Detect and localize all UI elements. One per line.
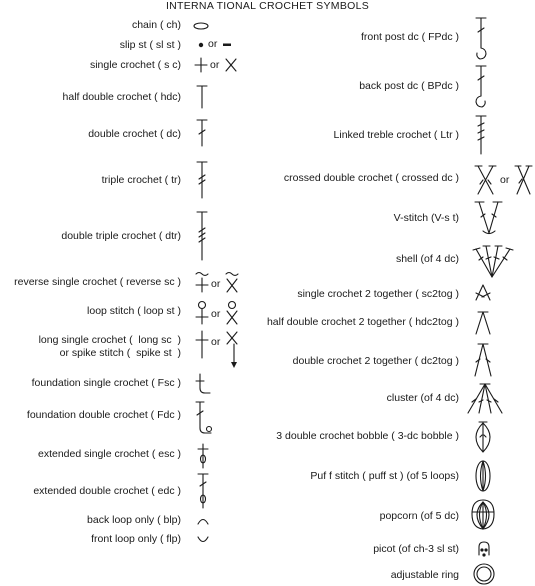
loop-stitch-plus-icon <box>194 300 210 326</box>
label-extended-dc: extended double crochet ( edc ) <box>33 485 181 497</box>
label-foundation-dc: foundation double crochet ( Fdc ) <box>26 409 181 421</box>
extended-dc-icon <box>196 472 210 510</box>
spike-stitch-arrow-icon <box>224 330 240 370</box>
or-text: or <box>211 308 221 320</box>
chain-symbol-icon <box>192 20 212 32</box>
label-chain: chain ( ch) <box>131 19 181 31</box>
reverse-sc-plus-icon <box>194 270 210 294</box>
adjustable-ring-icon <box>472 562 496 586</box>
or-text: or <box>208 38 218 50</box>
shell-icon <box>472 244 514 280</box>
label-linked-treble: Linked treble crochet ( Ltr ) <box>333 129 459 141</box>
slip-stitch-dot-icon <box>196 40 206 50</box>
page-title: INTERNA TIONAL CROCHET SYMBOLS <box>165 0 370 12</box>
loop-stitch-x-icon <box>224 300 240 326</box>
label-slip-stitch: slip st ( sl st ) <box>119 39 181 51</box>
v-stitch-icon <box>474 200 504 236</box>
label-cluster: cluster (of 4 dc) <box>386 392 459 404</box>
hdc-symbol-icon <box>196 84 208 110</box>
dtr-symbol-icon <box>196 210 208 262</box>
label-double-triple-crochet: double triple crochet ( dtr) <box>61 230 181 242</box>
foundation-dc-icon <box>196 400 214 436</box>
single-crochet-plus-icon <box>194 57 208 73</box>
label-sc2tog: single crochet 2 together ( sc2tog ) <box>297 288 459 300</box>
label-crossed-dc: crossed double crochet ( crossed dc ) <box>283 172 459 184</box>
label-dc2tog: double crochet 2 together ( dc2tog ) <box>292 355 459 367</box>
label-triple-crochet: triple crochet ( tr) <box>101 174 181 186</box>
label-back-loop-only: back loop only ( blp) <box>87 514 181 526</box>
sc2tog-icon <box>474 283 492 303</box>
foundation-sc-icon <box>196 372 212 396</box>
label-bobble: 3 double crochet bobble ( 3-dc bobble ) <box>276 430 459 442</box>
crossed-dc-alt-icon <box>514 164 534 196</box>
label-hdc2tog: half double crochet 2 together ( hdc2tog ) <box>266 316 459 328</box>
crossed-dc-icon <box>474 164 498 196</box>
label-adjustable-ring: adjustable ring <box>390 569 459 581</box>
long-sc-plus-icon <box>194 330 210 360</box>
hdc2tog-icon <box>474 310 492 336</box>
label-v-stitch: V-stitch (V-s t) <box>393 212 459 224</box>
label-half-double-crochet: half double crochet ( hdc) <box>62 91 181 103</box>
label-popcorn: popcorn (of 5 dc) <box>379 510 459 522</box>
or-text: or <box>211 278 221 290</box>
label-shell: shell (of 4 dc) <box>395 253 459 265</box>
reverse-sc-x-icon <box>224 270 240 294</box>
label-foundation-sc: foundation single crochet ( Fsc ) <box>31 377 181 389</box>
or-text: or <box>210 59 220 71</box>
back-loop-arc-icon <box>196 515 210 527</box>
linked-treble-icon <box>474 114 488 156</box>
front-loop-arc-icon <box>196 534 210 546</box>
extended-sc-icon <box>196 443 210 469</box>
label-extended-sc: extended single crochet ( esc ) <box>38 448 181 460</box>
label-reverse-single-crochet: reverse single crochet ( reverse sc ) <box>14 276 181 288</box>
dc2tog-icon <box>473 342 493 378</box>
popcorn-icon <box>468 498 498 532</box>
cluster-icon <box>466 382 504 416</box>
label-long-single-crochet: long single crochet ( long sc ) or spike stitch ( spike st ) <box>38 334 181 359</box>
slip-stitch-dash-icon <box>222 40 234 50</box>
label-picot: picot (of ch-3 sl st) <box>373 543 459 555</box>
single-crochet-x-icon <box>224 57 238 73</box>
tr-symbol-icon <box>196 160 208 200</box>
label-loop-stitch: loop stitch ( loop st ) <box>87 305 181 317</box>
picot-icon <box>476 540 492 558</box>
or-text: or <box>500 174 510 186</box>
puff-stitch-icon <box>474 458 492 494</box>
label-back-post-dc: back post dc ( BPdc ) <box>359 80 459 92</box>
label-single-crochet: single crochet ( s c) <box>89 59 181 71</box>
dc-symbol-icon <box>196 118 208 148</box>
label-front-post-dc: front post dc ( FPdc ) <box>360 31 459 43</box>
or-text: or <box>211 336 221 348</box>
label-puff-stitch: Puf f stitch ( puff st ) (of 5 loops) <box>310 470 459 482</box>
front-post-dc-icon <box>473 16 489 62</box>
label-front-loop-only: front loop only ( flp) <box>91 533 181 545</box>
back-post-dc-icon <box>473 64 489 110</box>
bobble-icon <box>474 420 492 454</box>
label-double-crochet: double crochet ( dc) <box>88 128 181 140</box>
